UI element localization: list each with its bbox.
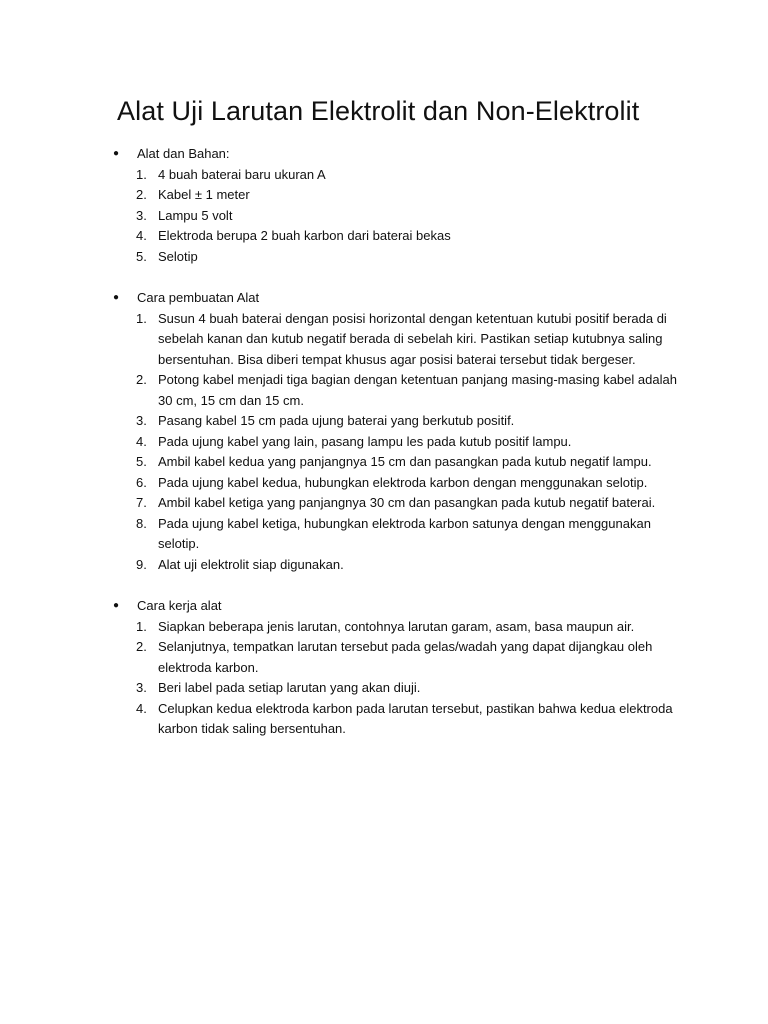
list-item — [0, 637, 680, 678]
item-number: 7. — [136, 495, 147, 510]
item-number: 4. — [136, 433, 147, 449]
item-number: 1. — [136, 166, 147, 182]
section-alat-dan-bahan — [0, 144, 768, 267]
item-text: Ambil kabel kedua yang panjangnya 15 cm dan pasangkan pada kutub negatif lampu. — [158, 454, 652, 469]
item-text: Kabel ± 1 meter — [158, 187, 250, 202]
item-number: 8. — [136, 515, 147, 531]
list-item — [0, 432, 680, 453]
bullet-icon: ● — [113, 148, 120, 159]
list-item — [0, 678, 680, 699]
list-item — [0, 411, 680, 432]
item-text: Celupkan kedua elektroda karbon pada larutan tersebut, pastikan bahwa kedua elektroda karbon tidak saling bersentuhan. — [158, 700, 673, 736]
item-number: 4. — [136, 700, 147, 716]
item-text: Lampu 5 volt — [158, 207, 233, 223]
item-text: Siapkan beberapa jenis larutan, contohnya larutan garam, asam, basa maupun air. — [158, 618, 635, 634]
item-number: 5. — [136, 248, 147, 264]
item-number: 3. — [136, 680, 147, 695]
section-label: Alat dan Bahan: — [137, 146, 230, 161]
list-item — [0, 206, 680, 227]
item-text: Pada ujung kabel yang lain, pasang lampu les pada kutub positif lampu. — [158, 433, 572, 449]
page-title: Alat Uji Larutan Elektrolit dan Non-Elektrolit — [117, 96, 640, 126]
document-body — [0, 144, 768, 761]
item-number: 4. — [136, 228, 147, 243]
numbered-list — [0, 617, 768, 740]
section-label: Cara kerja alat — [137, 598, 222, 613]
section-heading — [0, 596, 768, 617]
bullet-icon: ● — [113, 600, 120, 611]
item-number: 6. — [136, 474, 147, 490]
item-number: 3. — [136, 207, 147, 223]
item-text: Pasang kabel 15 cm pada ujung baterai yang berkutub positif. — [158, 413, 515, 428]
list-item — [0, 699, 680, 740]
list-item — [0, 185, 680, 206]
item-text: Selotip — [158, 248, 198, 264]
list-item — [0, 309, 680, 371]
list-item — [0, 493, 680, 514]
list-item — [0, 473, 680, 494]
item-number: 2. — [136, 187, 147, 202]
item-text: Pada ujung kabel kedua, hubungkan elektroda karbon dengan menggunakan selotip. — [158, 474, 648, 490]
section-cara-kerja-alat — [0, 596, 768, 740]
item-text: Beri label pada setiap larutan yang akan diuji. — [158, 680, 421, 695]
section-heading — [0, 144, 768, 165]
item-text: Susun 4 buah baterai dengan posisi horizontal dengan ketentuan kutubi positif berada di sebelah kanan dan kutub negatif berada di sebelah kiri. Pastikan setiap kutubnya saling bersentuhan. Bisa diberi tempat khusus agar posisi baterai tersebut tidak bergeser. — [158, 310, 667, 367]
list-item — [0, 226, 680, 247]
list-item — [0, 555, 680, 576]
item-text: 4 buah baterai baru ukuran A — [158, 166, 326, 182]
item-number: 5. — [136, 454, 147, 469]
item-number: 1. — [136, 618, 147, 634]
list-item — [0, 247, 680, 268]
numbered-list — [0, 309, 768, 576]
list-item — [0, 514, 680, 555]
list-item — [0, 370, 680, 411]
item-text: Selanjutnya, tempatkan larutan tersebut pada gelas/wadah yang dapat dijangkau oleh elektroda karbon. — [158, 639, 653, 675]
section-cara-pembuatan-alat — [0, 288, 768, 575]
item-number: 9. — [136, 556, 147, 572]
item-text: Potong kabel menjadi tiga bagian dengan ketentuan panjang masing-masing kabel adalah 30 cm, 15 cm dan 15 cm. — [158, 372, 677, 408]
item-text: Alat uji elektrolit siap digunakan. — [158, 556, 344, 572]
item-text: Pada ujung kabel ketiga, hubungkan elektroda karbon satunya dengan menggunakan selotip. — [158, 515, 651, 551]
item-number: 1. — [136, 310, 147, 326]
item-number: 2. — [136, 372, 147, 387]
bullet-icon: ● — [113, 292, 120, 303]
item-text: Elektroda berupa 2 buah karbon dari baterai bekas — [158, 228, 451, 243]
numbered-list — [0, 165, 768, 268]
list-item — [0, 452, 680, 473]
list-item — [0, 617, 680, 638]
item-number: 2. — [136, 639, 147, 654]
section-heading — [0, 288, 768, 309]
item-text: Ambil kabel ketiga yang panjangnya 30 cm dan pasangkan pada kutub negatif baterai. — [158, 495, 656, 510]
item-number: 3. — [136, 413, 147, 428]
list-item — [0, 165, 680, 186]
section-label: Cara pembuatan Alat — [137, 290, 260, 305]
